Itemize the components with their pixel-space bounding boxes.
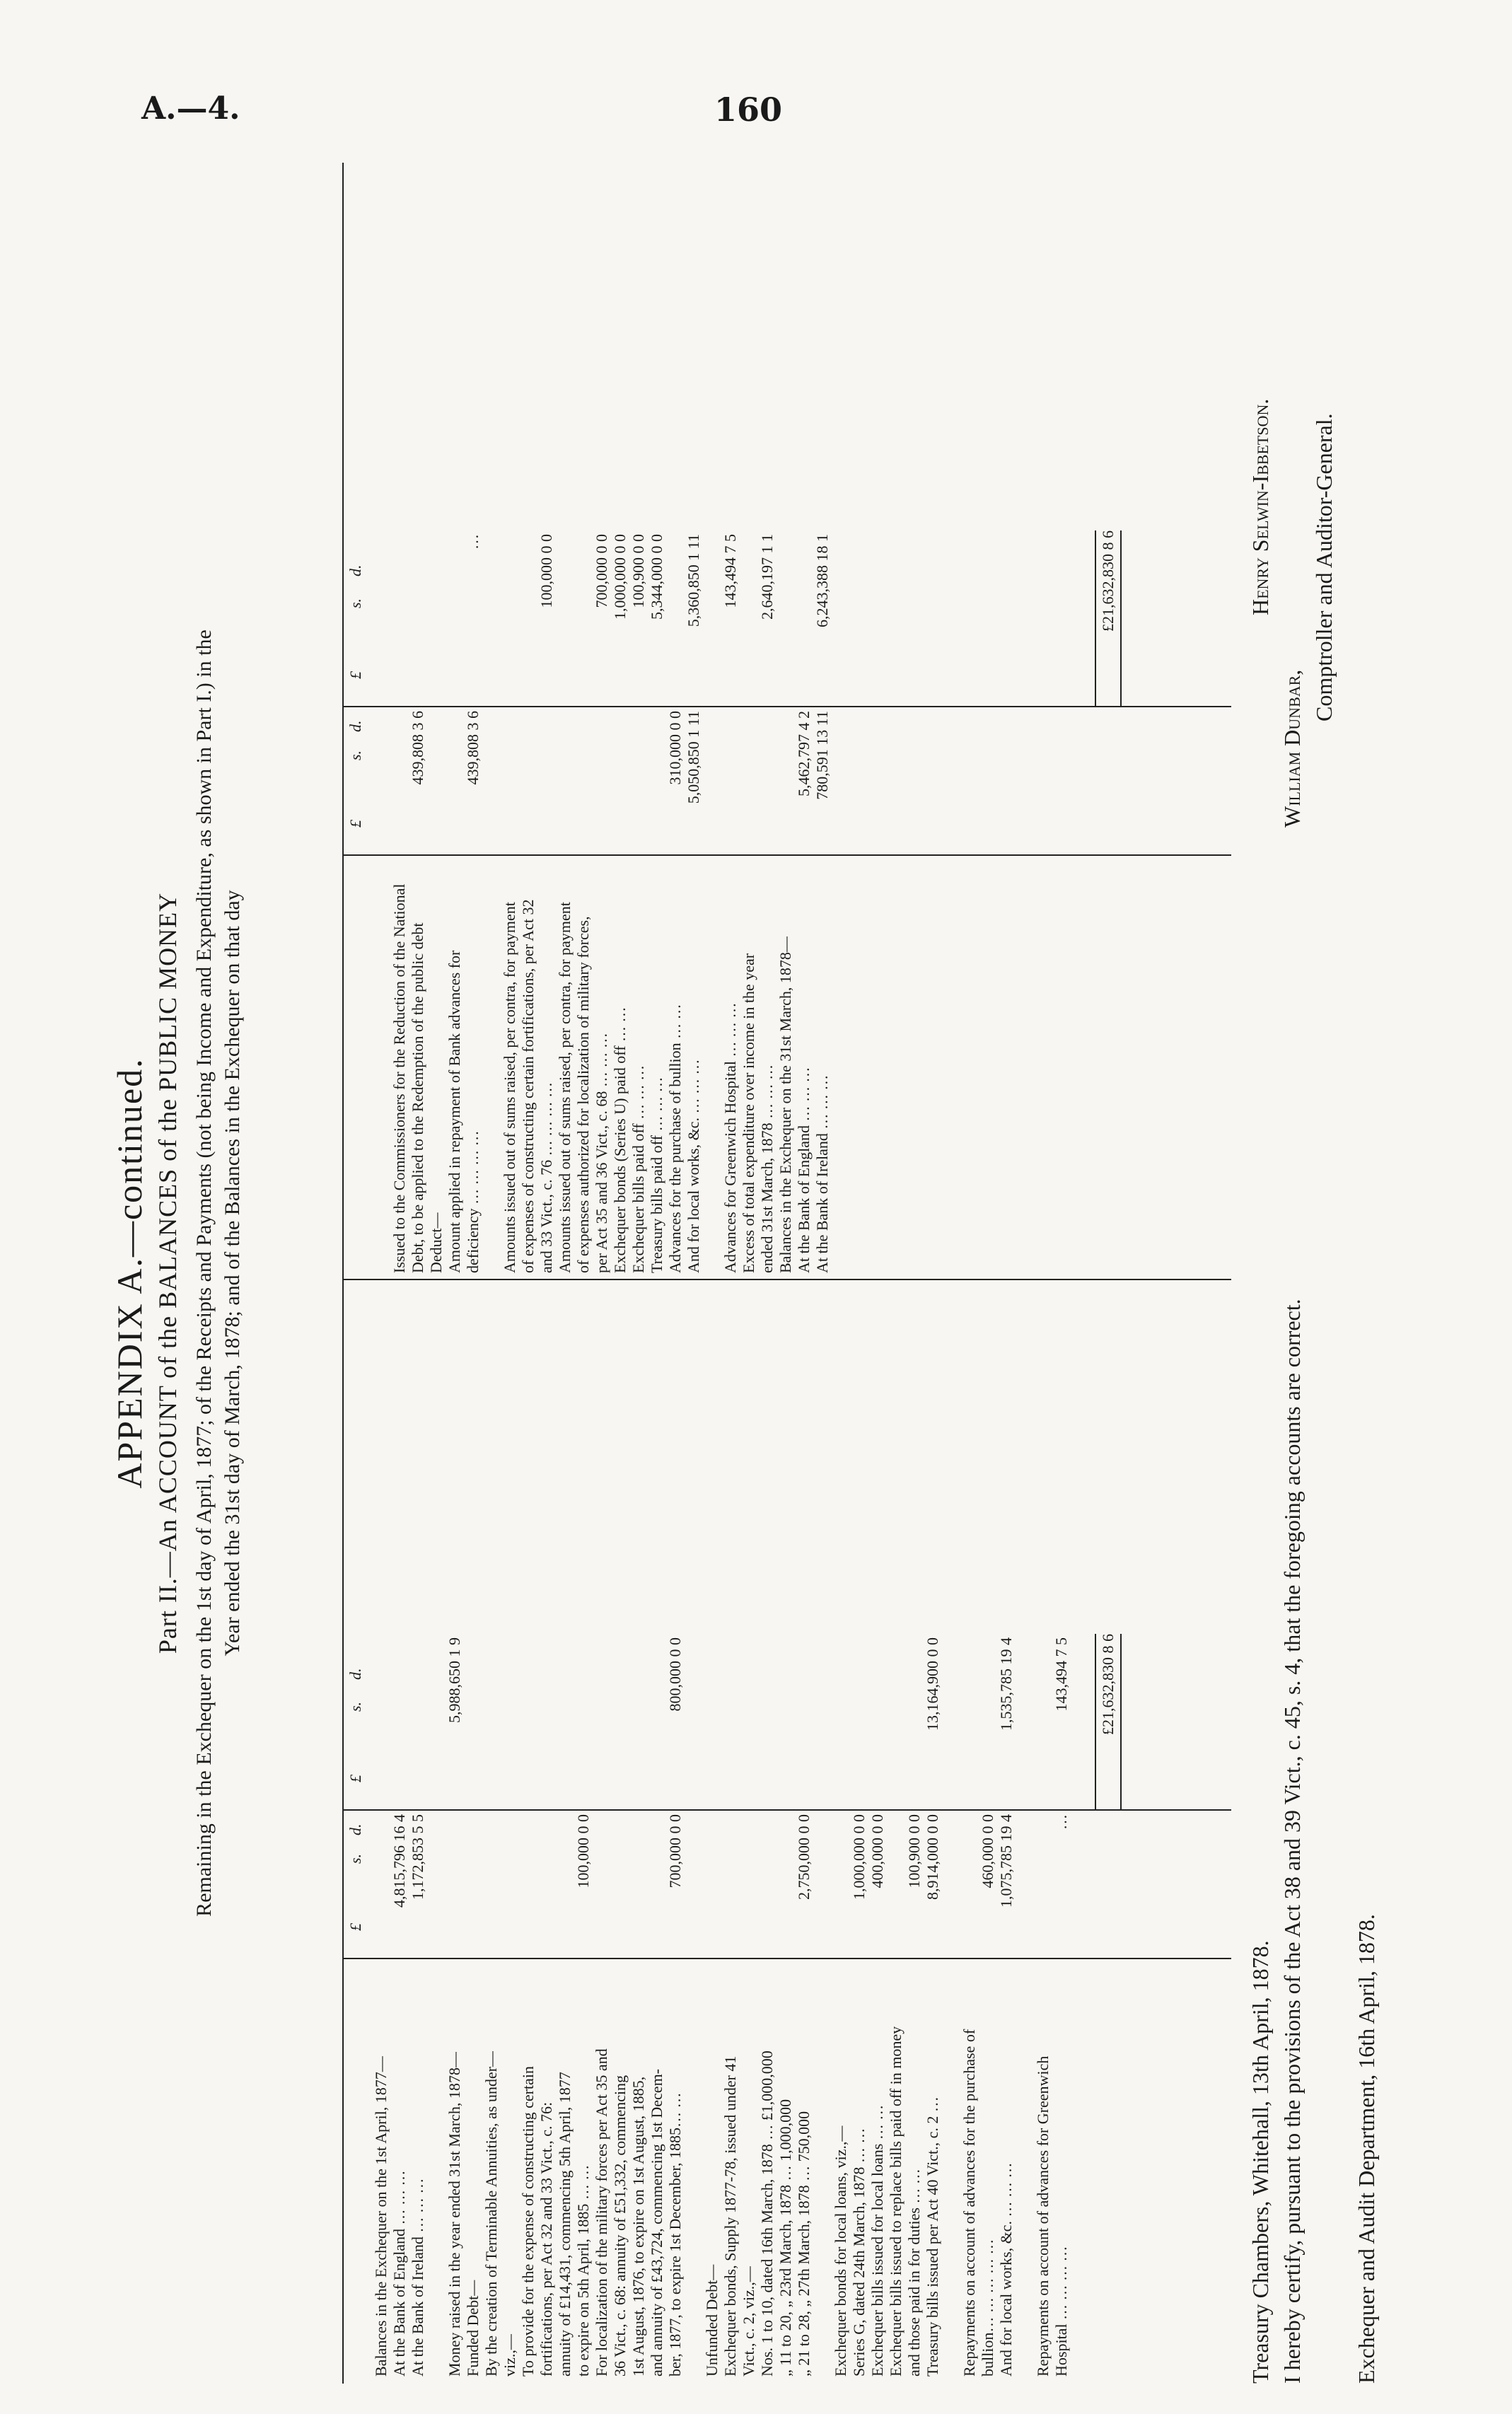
receipt-line: bullion… … … … … (979, 2239, 996, 2377)
receipt-line: Exchequer bills issued to replace bills paid off in money (887, 2026, 905, 2377)
receipt-line: Exchequer bonds, Supply 1877-78, issued under 41 (721, 2055, 739, 2377)
payment-line: Treasury bills paid off … … … (648, 1077, 665, 1273)
receipt-line: Vict., c. 2, viz.,— (740, 2266, 757, 2377)
payment-outer-amount: 5,360,850 1 11 (685, 534, 702, 627)
receipt-inner-amount: 4,815,796 16 4 (390, 1814, 408, 1908)
receipt-line: Unfunded Debt— (703, 2264, 721, 2377)
audit-department: Exchequer and Audit Department, 16th April, 1878. (1354, 1914, 1379, 2384)
payment-outer-amount: 100,000 0 0 (537, 534, 555, 608)
receipt-line: For localization of the military forces per Act 35 and (593, 2048, 610, 2377)
receipt-line: Exchequer bills issued for local loans … … (868, 2104, 886, 2377)
payment-line: Excess of total expenditure over income in the year (740, 953, 757, 1273)
payment-line: And for local works, &c. … … … (685, 1059, 702, 1273)
receipt-line: Funded Debt— (464, 2280, 482, 2377)
column-rule (344, 706, 1231, 707)
receipt-line: viz.,— (501, 2334, 518, 2377)
receipt-outer-amount: 143,494 7 5 (1052, 1637, 1070, 1712)
left-total: £21,632,830 8 6 (1099, 1634, 1117, 1735)
receipt-line: and those paid in for duties … … (905, 2169, 923, 2377)
title-line-2: Year ended the 31st day of March, 1878; and of the Balances in the Exchequer on that day (221, 890, 244, 1656)
payment-outer-amount: … (464, 534, 482, 550)
receipt-line: ber, 1877, to expire 1st December, 1885… … (666, 2092, 684, 2377)
payment-outer-amount: 1,000,000 0 0 (611, 534, 629, 620)
signature-2: William Dunbar, (1279, 669, 1305, 828)
receipt-line: 36 Vict., c. 68: annuity of £51,332, commencing (611, 2075, 629, 2377)
receipt-line: Treasury bills issued per Act 40 Vict., c. 2 … (924, 2096, 941, 2377)
receipt-line: 1st August, 1876, to expire on 1st August, 1885, (629, 2076, 647, 2377)
payment-line: Debt, to be applied to the Redemption of the public debt (409, 922, 426, 1273)
payment-inner-amount: 439,808 3 6 (409, 711, 426, 785)
receipt-line: Balances in the Exchequer on the 1st April, 1877— (372, 2056, 390, 2377)
receipt-outer-amount: 13,164,900 0 0 (924, 1637, 941, 1731)
receipt-inner-amount: 8,914,000 0 0 (924, 1814, 941, 1900)
account-table (342, 163, 1231, 2384)
payment-inner-amount: 780,591 13 11 (813, 711, 831, 800)
pence-header: d. (347, 720, 364, 732)
payment-line: Issued to the Commissioners for the Reduction of the National (390, 883, 408, 1273)
pence-header: d. (347, 1823, 364, 1835)
receipt-line: Exchequer bonds for local loans, viz.,— (832, 2125, 849, 2377)
column-rule (344, 1809, 1231, 1811)
receipt-inner-amount: 1,000,000 0 0 (850, 1814, 868, 1900)
payment-line: Amounts issued out of sums raised, per contra, for payment (501, 902, 518, 1273)
payment-line: deficiency … … … … (464, 1130, 482, 1273)
receipt-line: fortifications, per Act 32 and 33 Vict., c. 76: (537, 2101, 555, 2377)
payment-line: Balances in the Exchequer on the 31st March, 1878— (777, 936, 794, 1273)
title-line-1: Remaining in the Exchequer on the 1st day of April, 1877; of the Receipts and Payments (not being Income and Expenditure, as shown in Part I.) in the (192, 629, 216, 1917)
payment-line: Advances for Greenwich Hospital … … … (721, 1002, 739, 1273)
total-rule (1095, 1634, 1096, 1811)
payment-outer-amount: 5,344,000 0 0 (648, 534, 665, 620)
receipt-inner-amount: 700,000 0 0 (666, 1814, 684, 1888)
payment-outer-amount: 143,494 7 5 (721, 534, 739, 608)
payment-outer-amount: 700,000 0 0 (593, 534, 610, 608)
payment-line: Exchequer bonds (Series U) paid off … … (611, 1006, 629, 1273)
receipt-line: Money raised in the year ended 31st March, 1878— (446, 2052, 463, 2377)
column-rule (344, 1958, 1231, 1959)
receipt-line: annuity of £14,431, commencing 5th April, 1877 (556, 2072, 574, 2377)
payment-line: of expenses of constructing certain fortifications, per Act 32 (519, 899, 537, 1273)
pounds-header: £ (347, 671, 364, 679)
receipt-line: Hospital … … … … (1052, 2246, 1070, 2377)
payment-line: Advances for the purchase of bullion … … (666, 1004, 684, 1273)
payment-line: At the Bank of Ireland … … … (813, 1074, 831, 1273)
pounds-header: £ (347, 1775, 364, 1782)
page-number: 160 (714, 91, 783, 129)
payment-line: Amount applied in repayment of Bank advances for (446, 950, 463, 1273)
certification: I hereby certify, pursuant to the provisions of the Act 38 and 39 Vict., c. 45, s. 4, that the foregoing accounts are correct. (1279, 1299, 1305, 2384)
receipt-line: Repayments on account of advances for the purchase of (960, 2029, 978, 2377)
receipt-line: At the Bank of Ireland … … … (409, 2178, 426, 2377)
receipt-inner-amount: 2,750,000 0 0 (795, 1814, 813, 1900)
payment-line: ended 31st March, 1878 … … … (758, 1064, 776, 1273)
receipt-line: „ 21 to 28, „ 27th March, 1878 … 750,000 (795, 2111, 813, 2377)
receipt-line: By the creation of Terminable Annuities, as under— (482, 2051, 500, 2377)
receipt-outer-amount: 5,988,650 1 9 (446, 1637, 463, 1723)
receipt-outer-amount: 1,535,785 19 4 (997, 1637, 1015, 1731)
signature-2-title: Comptroller and Auditor-General. (1311, 413, 1337, 721)
receipt-line: Repayments on account of advances for Greenwich (1034, 2055, 1052, 2377)
payment-line: of expenses authorized for localization of military forces, (574, 916, 592, 1273)
payment-line: Exchequer bills paid off … … … (629, 1064, 647, 1273)
signature-1: Henry Selwin-Ibbetson. (1248, 398, 1273, 615)
receipt-outer-amount: 800,000 0 0 (666, 1637, 684, 1712)
payment-outer-amount: 100,900 0 0 (629, 534, 647, 608)
payment-inner-amount: 439,808 3 6 (464, 711, 482, 785)
receipt-line: At the Bank of England … … … (390, 2170, 408, 2377)
shillings-header: s. (347, 1701, 364, 1712)
payment-outer-amount: 2,640,197 1 1 (758, 534, 776, 620)
receipt-inner-amount: 1,172,853 5 5 (409, 1814, 426, 1900)
payment-outer-amount: 6,243,388 18 1 (813, 534, 831, 627)
receipt-inner-amount: 460,000 0 0 (979, 1814, 996, 1888)
receipt-line: to expire on 5th April, 1885 … … (574, 2164, 592, 2377)
center-rule (344, 1279, 1231, 1280)
receipt-line: and annuity of £43,724, commencing 1st Decem- (648, 2068, 665, 2377)
total-rule (1120, 1634, 1122, 1811)
shillings-header: s. (347, 598, 364, 608)
column-rule (344, 854, 1231, 856)
receipt-line: „ 11 to 20, „ 23rd March, 1878 … 1,000,000 (777, 2099, 794, 2377)
payment-line: and 33 Vict., c. 76 … … … … (537, 1081, 555, 1273)
shillings-header: s. (347, 750, 364, 760)
payment-inner-amount: 310,000 0 0 (666, 711, 684, 785)
payment-inner-amount: 5,050,850 1 11 (685, 711, 702, 804)
receipt-line: And for local works, &c. … … … (997, 2162, 1015, 2377)
total-rule (1120, 530, 1122, 707)
appendix-title: APPENDIX A.—continued. (110, 1057, 149, 1489)
payment-line: Amounts issued out of sums raised, per contra, for payment (556, 902, 574, 1273)
receipt-inner-amount: 400,000 0 0 (868, 1814, 886, 1888)
receipt-line: Nos. 1 to 10, dated 16th March, 1878 … £1,000,000 (758, 2050, 776, 2377)
part-title: Part II.—An ACCOUNT of the BALANCES of the PUBLIC MONEY (153, 892, 182, 1654)
receipt-line: Series G, dated 24th March, 1878 … … (850, 2128, 868, 2377)
pence-header: d. (347, 564, 364, 576)
receipt-inner-amount: 100,900 0 0 (905, 1814, 923, 1888)
receipt-inner-amount: 100,000 0 0 (574, 1814, 592, 1888)
payment-line: per Act 35 and 36 Vict., c. 68 … … … (593, 1033, 610, 1273)
payment-inner-amount: 5,462,797 4 2 (795, 711, 813, 796)
payment-line: Deduct— (427, 1212, 445, 1273)
pounds-header: £ (347, 820, 364, 828)
right-total: £21,632,830 8 6 (1099, 530, 1117, 632)
payment-line: At the Bank of England … … … (795, 1067, 813, 1273)
place-date: Treasury Chambers, Whitehall, 13th April, 1878. (1248, 1940, 1273, 2384)
total-rule (1095, 530, 1096, 707)
pence-header: d. (347, 1668, 364, 1680)
pounds-header: £ (347, 1923, 364, 1931)
rotated-account (109, 163, 1403, 2384)
document-reference: A.—4. (141, 91, 240, 127)
shillings-header: s. (347, 1853, 364, 1864)
receipt-line: To provide for the expense of constructing certain (519, 2066, 537, 2377)
receipt-inner-amount: 1,075,785 19 4 (997, 1814, 1015, 1908)
receipt-inner-amount: … (1052, 1814, 1070, 1830)
